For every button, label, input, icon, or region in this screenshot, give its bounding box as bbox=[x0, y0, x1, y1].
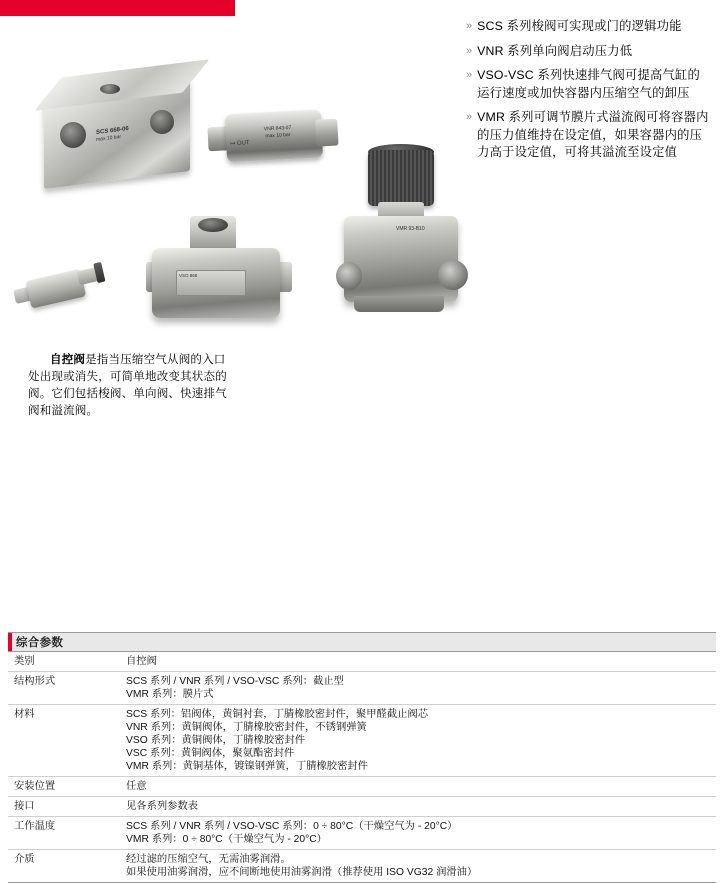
bullet-marker-icon: » bbox=[466, 111, 473, 123]
vnr-cap-right bbox=[315, 119, 338, 147]
value-line: 自控阀 bbox=[126, 656, 157, 667]
value-line: 如果使用油雾润滑，应不间断地使用油雾润滑（推荐使用 ISO VG32 润滑油） bbox=[126, 867, 478, 878]
product-caption bbox=[28, 352, 233, 420]
row-key: 接口 bbox=[8, 797, 120, 817]
vso-nameplate: VSO 868 bbox=[176, 270, 246, 296]
row-value bbox=[120, 705, 716, 777]
vmr-label: VMR 93-B10 bbox=[396, 226, 425, 232]
row-value bbox=[120, 850, 716, 883]
scs-port-left-icon bbox=[60, 122, 86, 148]
row-key: 类别 bbox=[8, 652, 120, 672]
bullet-marker-icon: » bbox=[466, 20, 473, 32]
list-item bbox=[466, 18, 712, 36]
table-row bbox=[8, 705, 716, 777]
value-line: SCS 系列 / VNR 系列 / VSO-VSC 系列：截止型 bbox=[126, 676, 344, 687]
value-line: VNR 系列：黄铜阀体，丁腈橡胶密封件，不锈钢弹簧 bbox=[126, 722, 367, 733]
feature-bullet-list bbox=[466, 18, 712, 169]
bullet-text: SCS 系列梭阀可实现或门的逻辑功能 bbox=[477, 19, 682, 33]
scs-label-line2: max 10 bar bbox=[96, 133, 122, 144]
value-line: VMR 系列：膜片式 bbox=[126, 689, 214, 700]
row-key: 工作温度 bbox=[8, 817, 120, 850]
vnr-label-line2: max 10 bar bbox=[265, 132, 291, 140]
vmr-adjust-knob bbox=[368, 150, 434, 206]
value-line: VSC 系列：黄铜阀体，聚氨酯密封件 bbox=[126, 748, 295, 759]
vnr-flow-arrow-icon: ↦ OUT bbox=[230, 140, 250, 148]
scs-label-line1: SCS 668-06 bbox=[96, 125, 129, 137]
general-parameters-section bbox=[8, 632, 716, 883]
row-key: 材料 bbox=[8, 705, 120, 777]
row-key: 结构形式 bbox=[8, 672, 120, 705]
row-value bbox=[120, 652, 716, 672]
product-vnr-check-valve bbox=[207, 109, 337, 166]
bullet-text: VSO-VSC 系列快速排气阀可提高气缸的运行速度或加快容器内压缩空气的卸压 bbox=[477, 68, 700, 100]
row-key: 介质 bbox=[8, 850, 120, 883]
bullet-marker-icon: » bbox=[466, 44, 473, 57]
row-key: 安装位置 bbox=[8, 777, 120, 797]
parameters-table bbox=[8, 652, 716, 883]
list-item bbox=[466, 43, 712, 61]
bullet-text: VNR 系列单向阀启动压力低 bbox=[477, 43, 633, 58]
product-small-inline-valve bbox=[10, 258, 107, 319]
table-row bbox=[8, 817, 716, 850]
caption-lead: 自控阀 bbox=[50, 354, 86, 366]
section-header bbox=[8, 632, 716, 652]
bullet-marker-icon: » bbox=[466, 69, 473, 81]
product-vmr-relief-valve bbox=[334, 150, 470, 340]
vso-top-port-icon bbox=[198, 218, 228, 232]
vmr-port-right-icon bbox=[438, 260, 468, 290]
row-value bbox=[120, 817, 716, 850]
value-line: SCS 系列 / VNR 系列 / VSO-VSC 系列：0 ÷ 80°C（干燥空气为 - 20°C） bbox=[126, 821, 458, 832]
scs-port-top-icon bbox=[100, 84, 120, 94]
vmr-base bbox=[354, 296, 444, 312]
value-line: VMR 系列：黄铜基体，镀镍钢弹簧，丁腈橡胶密封件 bbox=[126, 761, 368, 772]
value-line: SCS 系列：铝阀体，黄铜衬套，丁腈橡胶密封件，聚甲醛截止阀芯 bbox=[126, 709, 429, 720]
section-title: 综合参数 bbox=[16, 637, 64, 649]
table-row bbox=[8, 672, 716, 705]
row-value bbox=[120, 777, 716, 797]
table-row bbox=[8, 850, 716, 883]
value-line: 经过滤的压缩空气，无需油雾润滑。 bbox=[126, 854, 291, 865]
vnr-label-line1: VNR 843-07 bbox=[263, 124, 292, 133]
list-item bbox=[466, 67, 712, 102]
list-item bbox=[466, 109, 712, 162]
bullet-text: VMR 系列可调节膜片式溢流阀可将容器内的压力值维持在设定值，如果容器内的压力高于设定值，可将其溢流至设定值 bbox=[477, 110, 709, 159]
value-line: 见各系列参数表 bbox=[126, 801, 199, 812]
row-value bbox=[120, 797, 716, 817]
caption-text: 是指当压缩空气从阀的入口处出现或消失，可简单地改变其状态的阀。它们包括梭阀、单向阀、快速排气阀和溢流阀。 bbox=[28, 354, 227, 417]
value-line: VSO 系列：黄铜阀体，丁腈橡胶密封件 bbox=[126, 735, 306, 746]
table-row bbox=[8, 797, 716, 817]
table-row bbox=[8, 777, 716, 797]
value-line: VMR 系列：0 ÷ 80°C（干燥空气为 - 20°C） bbox=[126, 834, 327, 845]
row-value bbox=[120, 672, 716, 705]
vmr-port-left-icon bbox=[336, 262, 362, 290]
table-row bbox=[8, 652, 716, 672]
product-photo-group bbox=[0, 40, 473, 330]
value-line: 任意 bbox=[126, 781, 147, 792]
top-accent-bar bbox=[0, 0, 235, 16]
scs-port-right-icon bbox=[150, 110, 174, 134]
product-vso-quick-exhaust-valve bbox=[146, 216, 294, 338]
